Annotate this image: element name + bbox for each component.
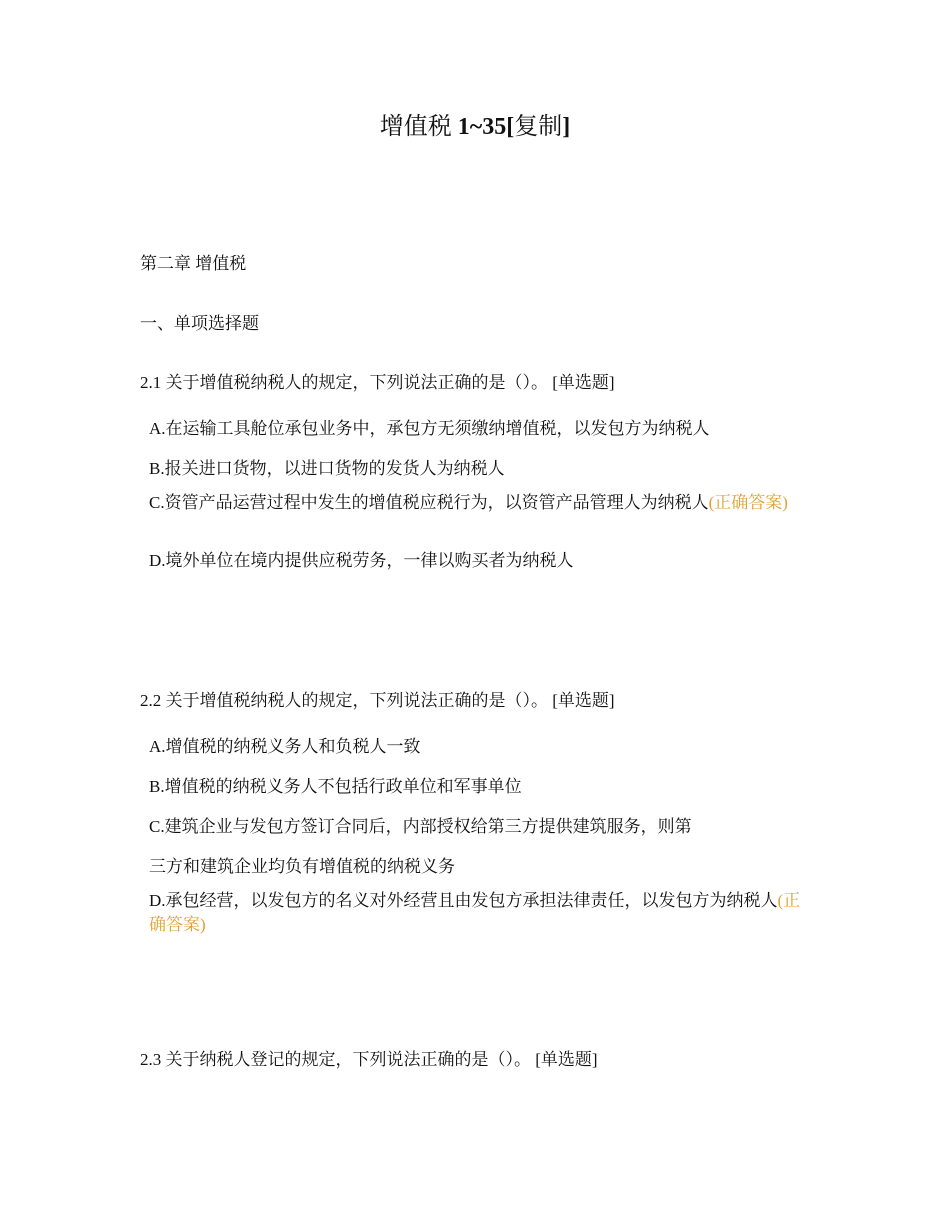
section-heading: 一、单项选择题 (140, 314, 259, 333)
option-a: A.在运输工具舱位承包业务中，承包方无须缴纳增值税，以发包方为纳税人 (149, 419, 710, 438)
option-c (149, 491, 804, 515)
option-d (149, 889, 804, 937)
title-number: 1~35 (457, 114, 507, 140)
question-stem: 关于增值税纳税人的规定，下列说法正确的是（）。 (165, 373, 548, 392)
option-b: B.报关进口货物，以进口货物的发货人为纳税人 (149, 459, 505, 478)
question-type: [单选题] (552, 691, 615, 710)
document-title (0, 110, 950, 144)
question-type: [单选题] (552, 373, 615, 392)
option-d-text: D.承包经营，以发包方的名义对外经营且由发包方承担法律责任，以发包方为纳税人 (149, 891, 778, 910)
question-number: 2.3 (140, 1050, 162, 1069)
question-type: [单选题] (535, 1050, 598, 1069)
option-c-line2: 三方和建筑企业均负有增值税的纳税义务 (149, 857, 455, 876)
question-2-1 (140, 371, 615, 395)
title-bracket-close: ] (562, 114, 571, 140)
chapter-heading: 第二章 增值税 (140, 254, 247, 273)
option-b: B.增值税的纳税义务人不包括行政单位和军事单位 (149, 777, 522, 796)
correct-answer-mark: (正确答案) (149, 891, 801, 934)
question-stem: 关于纳税人登记的规定，下列说法正确的是（）。 (165, 1050, 531, 1069)
option-d: D.境外单位在境内提供应税劳务，一律以购买者为纳税人 (149, 551, 574, 570)
question-2-3 (140, 1048, 598, 1072)
option-c-text: C.资管产品运营过程中发生的增值税应税行为，以资管产品管理人为纳税人 (149, 493, 709, 512)
title-suffix: 复制 (514, 114, 563, 140)
question-number: 2.1 (140, 373, 162, 392)
title-prefix: 增值税 (379, 114, 458, 140)
option-a: A.增值税的纳税义务人和负税人一致 (149, 737, 421, 756)
question-2-2 (140, 689, 615, 713)
question-number: 2.2 (140, 691, 162, 710)
option-c-line1: C.建筑企业与发包方签订合同后，内部授权给第三方提供建筑服务，则第 (149, 817, 692, 836)
correct-answer-mark: (正确答案) (708, 493, 788, 512)
question-stem: 关于增值税纳税人的规定，下列说法正确的是（）。 (165, 691, 548, 710)
title-bracket-open: [ (506, 114, 515, 140)
